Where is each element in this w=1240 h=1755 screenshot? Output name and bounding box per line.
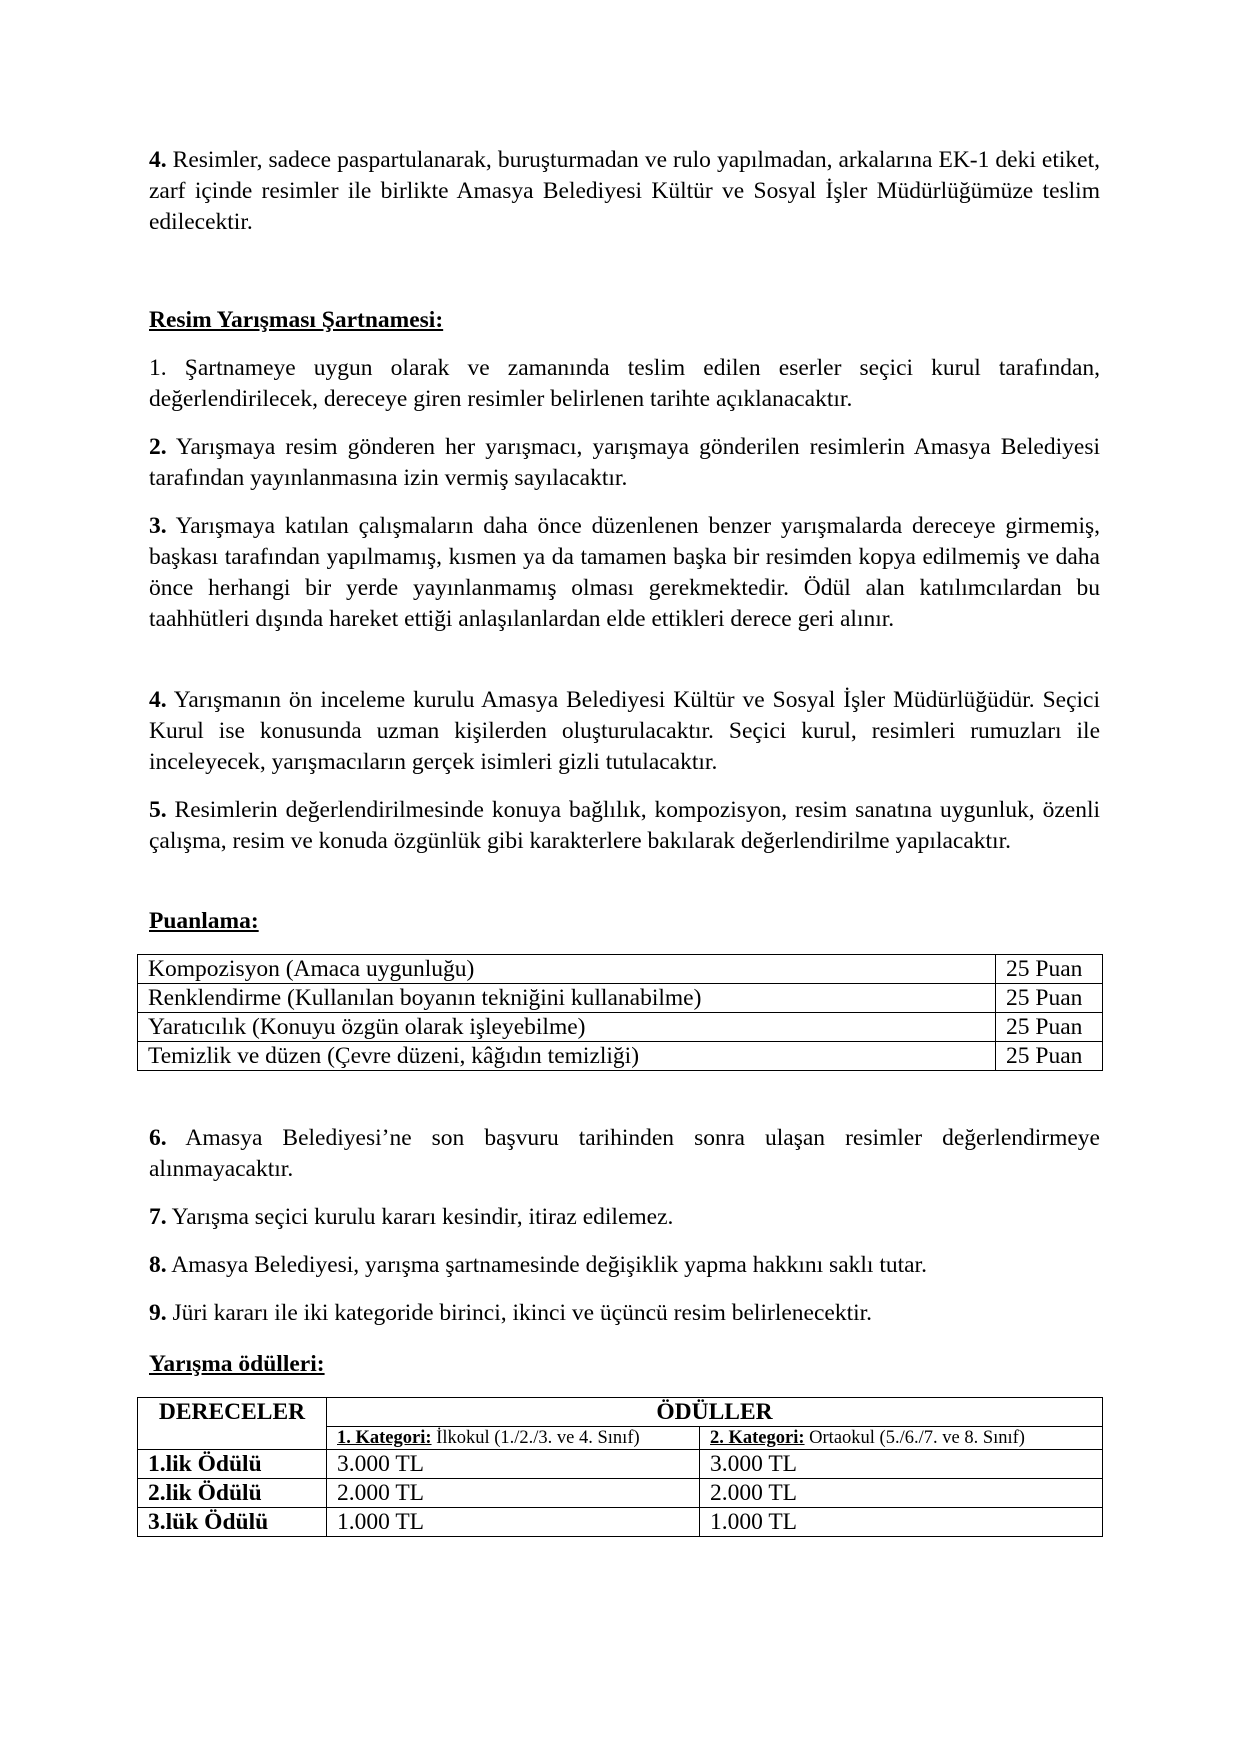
category-1-label: 1. Kategori: xyxy=(337,1428,432,1448)
item-number: 7. xyxy=(149,1204,167,1230)
degrees-header: DERECELER xyxy=(138,1398,327,1450)
item-number: 2. xyxy=(149,434,167,460)
scoring-table xyxy=(137,954,1103,1071)
prize-cell: 1.000 TL xyxy=(327,1508,700,1537)
category-2-header xyxy=(700,1427,1103,1450)
category-2-label: 2. Kategori: xyxy=(710,1428,805,1448)
criterion-cell: Temizlik ve düzen (Çevre düzeni, kâğıdın temizliği) xyxy=(138,1042,996,1071)
table-header-row xyxy=(138,1398,1103,1427)
item-text: Yarışmaya resim gönderen her yarışmacı, yarışmaya gönderilen resimlerin Amasya Belediyesi tarafından yayınlanmasına izin vermiş sayılacaktır. xyxy=(149,434,1100,491)
item-text: Amasya Belediyesi’ne son başvuru tarihinden sonra ulaşan resimler değerlendirmeye alınmayacaktır. xyxy=(149,1125,1100,1182)
item-number: 8. xyxy=(149,1252,167,1278)
prize-cell: 3.000 TL xyxy=(700,1450,1103,1479)
item-number: 5. xyxy=(149,797,167,823)
table-row xyxy=(138,1508,1103,1537)
item-number: 3. xyxy=(149,513,167,539)
item-text: Yarışmanın ön inceleme kurulu Amasya Belediyesi Kültür ve Sosyal İşler Müdürlüğüdür. Seçici Kurul ise konusunda uzman kişilerden oluşturulacaktır. Seçici kurul, resimleri rumuzları ile inceleyecek, yarışmacıların gerçek isimleri gizli tutulacaktır. xyxy=(149,687,1100,775)
prize-cell: 1.000 TL xyxy=(700,1508,1103,1537)
item-text: Şartnameye uygun olarak ve zamanında teslim edilen eserler seçici kurul tarafından, değerlendirilecek, dereceye giren resimler belirlenen tarihte açıklanacaktır. xyxy=(149,355,1100,412)
criterion-cell: Kompozisyon (Amaca uygunluğu) xyxy=(138,955,996,984)
criterion-cell: Renklendirme (Kullanılan boyanın tekniğini kullanabilme) xyxy=(138,984,996,1013)
category-1-desc: İlkokul (1./2./3. ve 4. Sınıf) xyxy=(431,1428,640,1448)
spec-item-9 xyxy=(149,1298,1100,1329)
spec-item-7 xyxy=(149,1202,1100,1233)
prizes-table xyxy=(137,1397,1103,1537)
item-text: Resimlerin değerlendirilmesinde konuya bağlılık, kompozisyon, resim sanatına uygunluk, özenli çalışma, resim ve konuda özgünlük gibi karakterlere bakılarak değerlendirilme yapılacaktır. xyxy=(149,797,1100,854)
spec-item-8 xyxy=(149,1250,1100,1281)
item-number: 4. xyxy=(149,687,167,713)
spec-item-6 xyxy=(149,1123,1100,1185)
table-row xyxy=(138,1450,1103,1479)
table-row xyxy=(138,1479,1103,1508)
degree-cell: 1.lik Ödülü xyxy=(138,1450,327,1479)
criterion-cell: Yaratıcılık (Konuyu özgün olarak işleyebilme) xyxy=(138,1013,996,1042)
prize-cell: 2.000 TL xyxy=(700,1479,1103,1508)
points-cell: 25 Puan xyxy=(996,1013,1103,1042)
scoring-heading: Puanlama: xyxy=(149,908,259,934)
prize-cell: 2.000 TL xyxy=(327,1479,700,1508)
table-row xyxy=(138,1013,1103,1042)
item-number: 9. xyxy=(149,1300,167,1326)
item-text: Resimler, sadece paspartulanarak, buruşturmadan ve rulo yapılmadan, arkalarına EK-1 deki etiket, zarf içinde resimler ile birlikte Amasya Belediyesi Kültür ve Sosyal İşler Müdürlüğümüze teslim edilecektir. xyxy=(149,147,1100,235)
category-2-desc: Ortaokul (5./6./7. ve 8. Sınıf) xyxy=(804,1428,1025,1448)
degree-cell: 2.lik Ödülü xyxy=(138,1479,327,1508)
spec-item-3 xyxy=(149,511,1100,635)
degree-cell: 3.lük Ödülü xyxy=(138,1508,327,1537)
specs-heading: Resim Yarışması Şartnamesi: xyxy=(149,307,444,333)
item-text: Amasya Belediyesi, yarışma şartnamesinde değişiklik yapma hakkını saklı tutar. xyxy=(171,1252,927,1278)
spec-item-5 xyxy=(149,795,1100,857)
points-cell: 25 Puan xyxy=(996,955,1103,984)
spec-item-4 xyxy=(149,685,1100,778)
table-row xyxy=(138,1042,1103,1071)
prize-cell: 3.000 TL xyxy=(327,1450,700,1479)
item-number: 6. xyxy=(149,1125,167,1151)
points-cell: 25 Puan xyxy=(996,984,1103,1013)
item-text: Jüri kararı ile iki kategoride birinci, ikinci ve üçüncü resim belirlenecektir. xyxy=(172,1300,873,1326)
item-number: 4. xyxy=(149,147,167,173)
table-row xyxy=(138,984,1103,1013)
item-text: Yarışmaya katılan çalışmaların daha önce düzenlenen benzer yarışmalarda dereceye girmemiş, başkası tarafından yapılmamış, kısmen ya da tamamen başka bir resimden kopya edilmemiş ve daha önce herhangi bir yerde yayınlanmamış olması gerekmektedir. Ödül alan katılımcılardan bu taahhütleri dışında hareket ettiği anlaşılanlardan elde ettikleri derece geri alınır. xyxy=(149,513,1100,632)
points-cell: 25 Puan xyxy=(996,1042,1103,1071)
prizes-heading: Yarışma ödülleri: xyxy=(149,1351,325,1377)
item-text: Yarışma seçici kurulu kararı kesindir, itiraz edilemez. xyxy=(171,1204,674,1230)
awards-header: ÖDÜLLER xyxy=(327,1398,1103,1427)
intro-paragraph xyxy=(149,145,1100,238)
spec-item-1 xyxy=(149,353,1100,415)
category-1-header xyxy=(327,1427,700,1450)
table-row xyxy=(138,955,1103,984)
item-number: 1. xyxy=(149,355,167,381)
spec-item-2 xyxy=(149,432,1100,494)
